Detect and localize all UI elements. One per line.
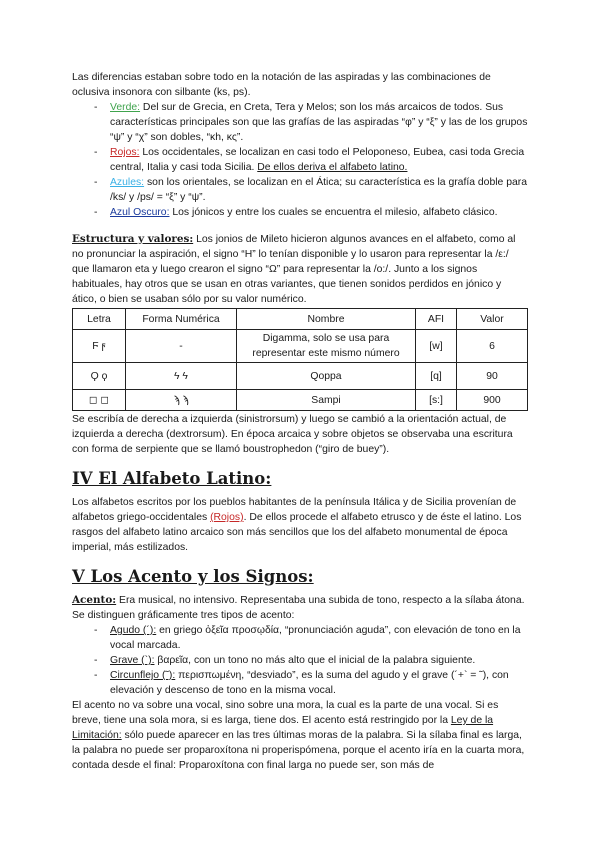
acento-label: Acento: [72, 594, 117, 606]
group-note-underlined: De ellos deriva el alfabeto latino. [257, 162, 408, 173]
latino-text: Los alfabetos escritos por los pueblos habitantes de la península Itálica y de Sicilia provenían de alfabetos griego-occidentales [72, 497, 517, 523]
table-cell: - [126, 330, 237, 363]
col-header: Forma Numérica [126, 309, 237, 330]
group-text: Del sur de Grecia, en Creta, Tera y Melos; son los más arcaicos de todos. Sus características principales son que las grafías de las aspiradas “φ” y “ξ” y las de los grupos “ψ” y “χ” son dobles, “κh, κς”. [110, 102, 528, 143]
col-header: Valor [457, 309, 528, 330]
group-label-azul-oscuro: Azul Oscuro: [110, 207, 170, 218]
group-text: Los occidentales, se localizan en casi todo el Peloponeso, Eubea, casi toda Grecia central, Italia y casi toda Sicilia. [110, 147, 525, 173]
table-row [73, 330, 528, 363]
table-cell: 6 [457, 330, 528, 363]
accent-text: βαρεῖα, con un tono no más alto que el inicial de la palabra siguiente. [154, 655, 476, 666]
list-item [94, 623, 528, 653]
table-cell: Ϙ ϙ [73, 363, 126, 390]
intro-paragraph: Las diferencias estaban sobre todo en la notación de las aspiradas y las combinaciones de oclusiva insonora con silbante (ks, ps). [72, 72, 491, 98]
list-item [94, 668, 528, 698]
latino-paragraph [72, 495, 528, 555]
list-item [94, 205, 528, 220]
table-cell: Sampi [237, 390, 416, 411]
document-page [72, 70, 528, 773]
table-row [73, 363, 528, 390]
table-cell: 900 [457, 390, 528, 411]
group-label-rojos: Rojos: [110, 147, 140, 158]
mora-text: El acento no va sobre una vocal, sino sobre una mora, la cual es la parte de una vocal. Si es breve, tiene una sola mora, si es larga, tiene dos. El acento está restringido por la [72, 700, 499, 726]
list-item [94, 145, 528, 175]
alphabet-groups-list [72, 100, 528, 220]
group-text: son los orientales, se localizan en el Ática; su característica es la grafía doble para /ks/ y /ps/ = “ξ” y “ψ”. [110, 177, 528, 203]
letters-table [72, 308, 528, 411]
table-cell: Ϝ ϝ [73, 330, 126, 363]
mora-text: sólo puede aparecer en las tres últimas moras de la palabra. Si la sílaba final es larga, la palabra no puede ser proparoxítona ni properispómena, porque el acento iría en la cuarta mora, contada desde el final: Proparoxítona con final larga no puede ser, son más de [72, 730, 525, 771]
table-cell: [s:] [416, 390, 457, 411]
estructura-heading: Estructura y valores: [72, 233, 194, 245]
estructura-paragraph [72, 232, 528, 307]
group-text: Los jónicos y entre los cuales se encuentra el milesio, alfabeto clásico. [169, 207, 498, 218]
accent-types-list [72, 623, 528, 698]
ley-limitacion-label: Ley de la Limitación: [72, 715, 494, 741]
acento-paragraph [72, 593, 528, 623]
list-item [94, 653, 528, 668]
latino-text: . De ellos procede el alfabeto etrusco y de éste el latino. Los rasgos del alfabeto latino arcaico son más sencillos que los del alfabeto monumental de época imperial, más estilizados. [72, 512, 522, 553]
group-label-azules: Azules: [110, 177, 145, 188]
table-cell: 90 [457, 363, 528, 390]
estructura-text: Los jonios de Mileto hicieron algunos avances en el alfabeto, como al no pronunciar la aspiración, el signo “H” lo tenían disponible y lo usaron para representar la /ε:/ que llamaron eta y luego crearon el signo “Ω” para representar la /o:/. Junto a los signos habituales, hay otros que se usan en otras variantes, que tienen sonidos perdidos en jónico y ático, o bien se usaban sólo por su valor numérico. [72, 234, 516, 305]
table-cell: Qoppa [237, 363, 416, 390]
table-cell: ϟ ϟ [126, 363, 237, 390]
table-row [73, 390, 528, 411]
table-cell: ◻ ◻ [73, 390, 126, 411]
list-item [94, 175, 528, 205]
accent-label-agudo: Agudo (´): [110, 625, 157, 636]
direccion-paragraph: Se escribía de derecha a izquierda (sinistrorsum) y luego se cambió a la orientación actual, de izquierda a derecha (dextrorsum). En época arcaica y sobre objetos se observaba una escritura con forma de serpiente que se llamó boustrophedon (“giro de buey”). [72, 414, 513, 455]
accent-text: περισπωμένη, “desviado”, es la suma del agudo y el grave (´+` = ῀), con elevación y descenso de tono en la misma vocal. [110, 670, 509, 696]
rojos-reference: (Rojos) [210, 512, 244, 523]
table-header-row [73, 309, 528, 330]
table-cell: ϡ ϡ [126, 390, 237, 411]
accent-label-circunflejo: Circunflejo (῀): [110, 670, 176, 681]
table-cell: Digamma, solo se usa para representar este mismo número [237, 330, 416, 363]
accent-label-grave: Grave (`): [110, 655, 155, 666]
col-header: AFI [416, 309, 457, 330]
acento-text: Era musical, no intensivo. Representaba una subida de tono, respecto a la sílaba átona. Se distinguen gráficamente tres tipos de acento: [72, 595, 525, 621]
table-cell: [q] [416, 363, 457, 390]
acentos-heading: V Los Acento y los Signos: [72, 567, 314, 586]
latino-heading: IV El Alfabeto Latino: [72, 469, 272, 488]
mora-paragraph [72, 698, 528, 773]
table-cell: [w] [416, 330, 457, 363]
list-item [94, 100, 528, 145]
group-label-verde: Verde: [110, 102, 141, 113]
col-header: Letra [73, 309, 126, 330]
accent-text: en griego ὀξεῖα προσῳδία, “pronunciación aguda”, con elevación de tono en la vocal marcada. [110, 625, 521, 651]
col-header: Nombre [237, 309, 416, 330]
